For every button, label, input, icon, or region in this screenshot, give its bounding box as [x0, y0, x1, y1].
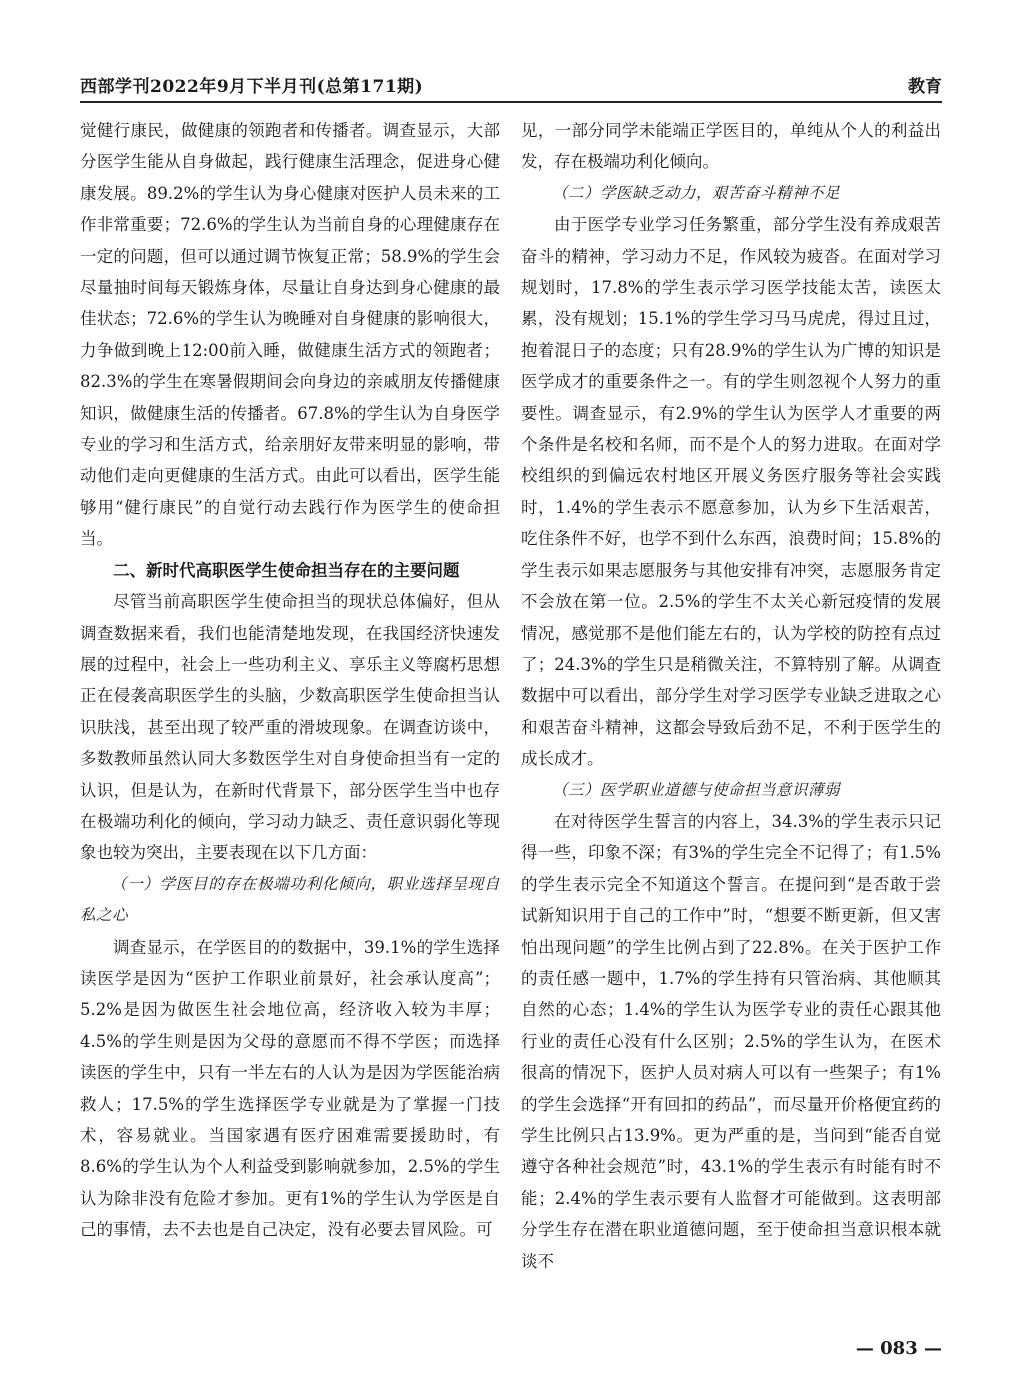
paragraph: 在对待医学生誓言的内容上，34.3%的学生表示只记得一些，印象不深；有3%的学生完全不记得了；有1.5%的学生表示完全不知道这个誓言。在提问到“是否敢于尝试新知识用于自己的工作中”时，“想要不断更新，但又害怕出现问题”的学生比例占到了22.8%。在关于医护工作的责任感一题中，1.7%的学生持有只管治病、其他顺其自然的心态；1.4%的学生认为医学专业的责任心跟其他行业的责任心没有什么区别；2.5%的学生认为，在医术很高的情况下，医护人员对病人可以有一些架子；有1%的学生会选择“开有回扣的药品”，而尽量开价格便宜药的学生比例只占13.9%。更为严重的是，当问到“能否自觉遵守各种社会规范”时，43.1%的学生表示有时能有时不能；2.4%的学生表示要有人监督才可能做到。这表明部分学生存在潜在职业道德问题，至于使命担当意识根本就谈不 — [521, 811, 941, 1271]
paragraph: 觉健行康民，做健康的领跑者和传播者。调查显示，大部分医学生能从自身做起，践行健康生活理念，促进身心健康发展。89.2%的学生认为身心健康对医护人员未来的工作非常重要；72.6%的学生认为当前自身的心理健康存在一定的问题，但可以通过调节恢复正常；58.9%的学生会尽量抽时间每天锻炼身体，尽量让自身达到身心健康的最佳状态；72.6%的学生认为晚睡对自身健康的影响很大，力争做到晚上12:00前入睡，做健康生活方式的领跑者；82.3%的学生在寒暑假期间会向身边的亲戚朋友传播健康知识，做健康生活的传播者。67.8%的学生认为自身医学专业的学习和生活方式，给亲朋好友带来明显的影响，带动他们走向更健康的生活方式。由此可以看出，医学生能够用“健行康民”的自觉行动去践行作为医学生的使命担当。 — [80, 121, 500, 549]
paragraph: 由于医学专业学习任务繁重，部分学生没有养成艰苦奋斗的精神，学习动力不足，作风较为疲沓。在面对学习规划时，17.8%的学生表示学习医学技能太苦，读医太累，没有规划；15.1%的学生学习马马虎虎，得过且过，抱着混日子的态度；只有28.9%的学生认为广博的知识是医学成才的重要条件之一。有的学生则忽视个人努力的重要性。调查显示，有2.9%的学生认为医学人才重要的两个条件是名校和名师，而不是个人的努力进取。在面对学校组织的到偏远农村地区开展义务医疗服务等社会实践时，1.4%的学生表示不愿意参加，认为乡下生活艰苦，吃住条件不好，也学不到什么东西，浪费时间；15.8%的学生表示如果志愿服务与其他安排有冲突，志愿服务肯定不会放在第一位。2.5%的学生不太关心新冠疫情的发展情况，感觉那不是他们能左右的，认为学校的防控有点过了；24.3%的学生只是稍微关注，不算特别了解。从调查数据中可以看出，部分学生对学习医学专业缺乏进取之心和艰苦奋斗精神，这都会导致后劲不足，不利于医学生的成长成才。 — [521, 215, 941, 769]
paragraph: 见，一部分同学未能端正学医目的，单纯从个人的利益出发，存在极端功利化倾向。 — [521, 121, 941, 172]
section-label: 教育 — [908, 77, 942, 97]
journal-title: 西部学刊2022年9月下半月刊(总第171期) — [80, 77, 424, 97]
left-column — [80, 115, 500, 1246]
running-header — [80, 72, 942, 98]
subsection-heading: （三）医学职业道德与使命担当意识薄弱 — [552, 780, 841, 799]
header-rule — [80, 101, 942, 103]
section-heading: 二、新时代高职医学生使命担当存在的主要问题 — [113, 560, 460, 580]
page-number: — 083 — — [855, 1338, 942, 1359]
right-column — [521, 115, 941, 1277]
subsection-heading: （二）学医缺乏动力，艰苦奋斗精神不足 — [552, 183, 841, 202]
subsection-heading: （一）学医目的存在极端功利化倾向，职业选择呈现自私之心 — [80, 874, 500, 925]
paragraph: 调查显示，在学医目的的数据中，39.1%的学生选择读医学是因为“医护工作职业前景好，社会承认度高”；5.2%是因为做医生社会地位高，经济收入较为丰厚；4.5%的学生则是因为父母的意愿而不得不学医；而选择读医的学生中，只有一半左右的人认为是因为学医能治病救人；17.5%的学生选择医学专业就是为了掌握一门技术，容易就业。当国家遇有医疗困难需要援助时，有8.6%的学生认为个人利益受到影响就参加，2.5%的学生认为除非没有危险才参加。更有1%的学生认为学医是自己的事情，去不去也是自己决定，没有必要去冒风险。可 — [80, 937, 500, 1240]
paragraph: 尽管当前高职医学生使命担当的现状总体偏好，但从调查数据来看，我们也能清楚地发现，在我国经济快速发展的过程中，社会上一些功利主义、享乐主义等腐朽思想正在侵袭高职医学生的头脑，少数高职医学生使命担当认识肤浅，甚至出现了较严重的滑坡现象。在调查访谈中，多数教师虽然认同大多数医学生对自身使命担当有一定的认识，但是认为，在新时代背景下，部分医学生当中也存在极端功利化的倾向，学习动力缺乏、责任意识弱化等现象也较为突出，主要表现在以下几方面： — [80, 592, 500, 863]
